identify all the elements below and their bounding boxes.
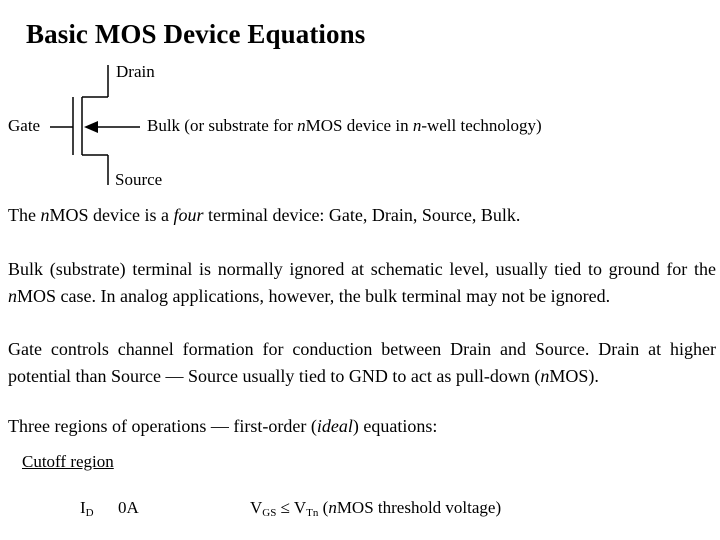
- cutoff-region-heading: Cutoff region: [22, 452, 114, 471]
- paragraph-terminals: The nMOS device is a four terminal device: Gate, Drain, Source, Bulk.: [8, 205, 521, 225]
- bulk-label: Bulk (or substrate for nMOS device in n-well technology): [147, 116, 542, 135]
- bulk-arrow-icon: [84, 121, 98, 133]
- cutoff-id: $I_D$: [80, 498, 94, 519]
- cutoff-id-value: 0A: [118, 498, 139, 517]
- drain-label: Drain: [116, 62, 155, 81]
- gate-label: Gate: [8, 116, 41, 135]
- paragraph-bulk: Bulk (substrate) terminal is normally ignored at schematic level, usually tied to ground for the nMOS case. In analog applications, however, the bulk terminal may not be ignored.: [8, 259, 716, 306]
- source-label: Source: [115, 170, 163, 189]
- cutoff-condition: $V_{GS} \le V_{Tn}$ (nMOS threshold voltage): [250, 498, 502, 519]
- slide-title: Basic MOS Device Equations: [26, 19, 366, 49]
- paragraph-gate: Gate controls channel formation for conduction between Drain and Source. Drain at higher potential than Source — Source usually tied to GND to act as pull-down (nMOS).: [8, 339, 716, 386]
- paragraph-regions: Three regions of operations — first-order (ideal) equations:: [8, 416, 438, 436]
